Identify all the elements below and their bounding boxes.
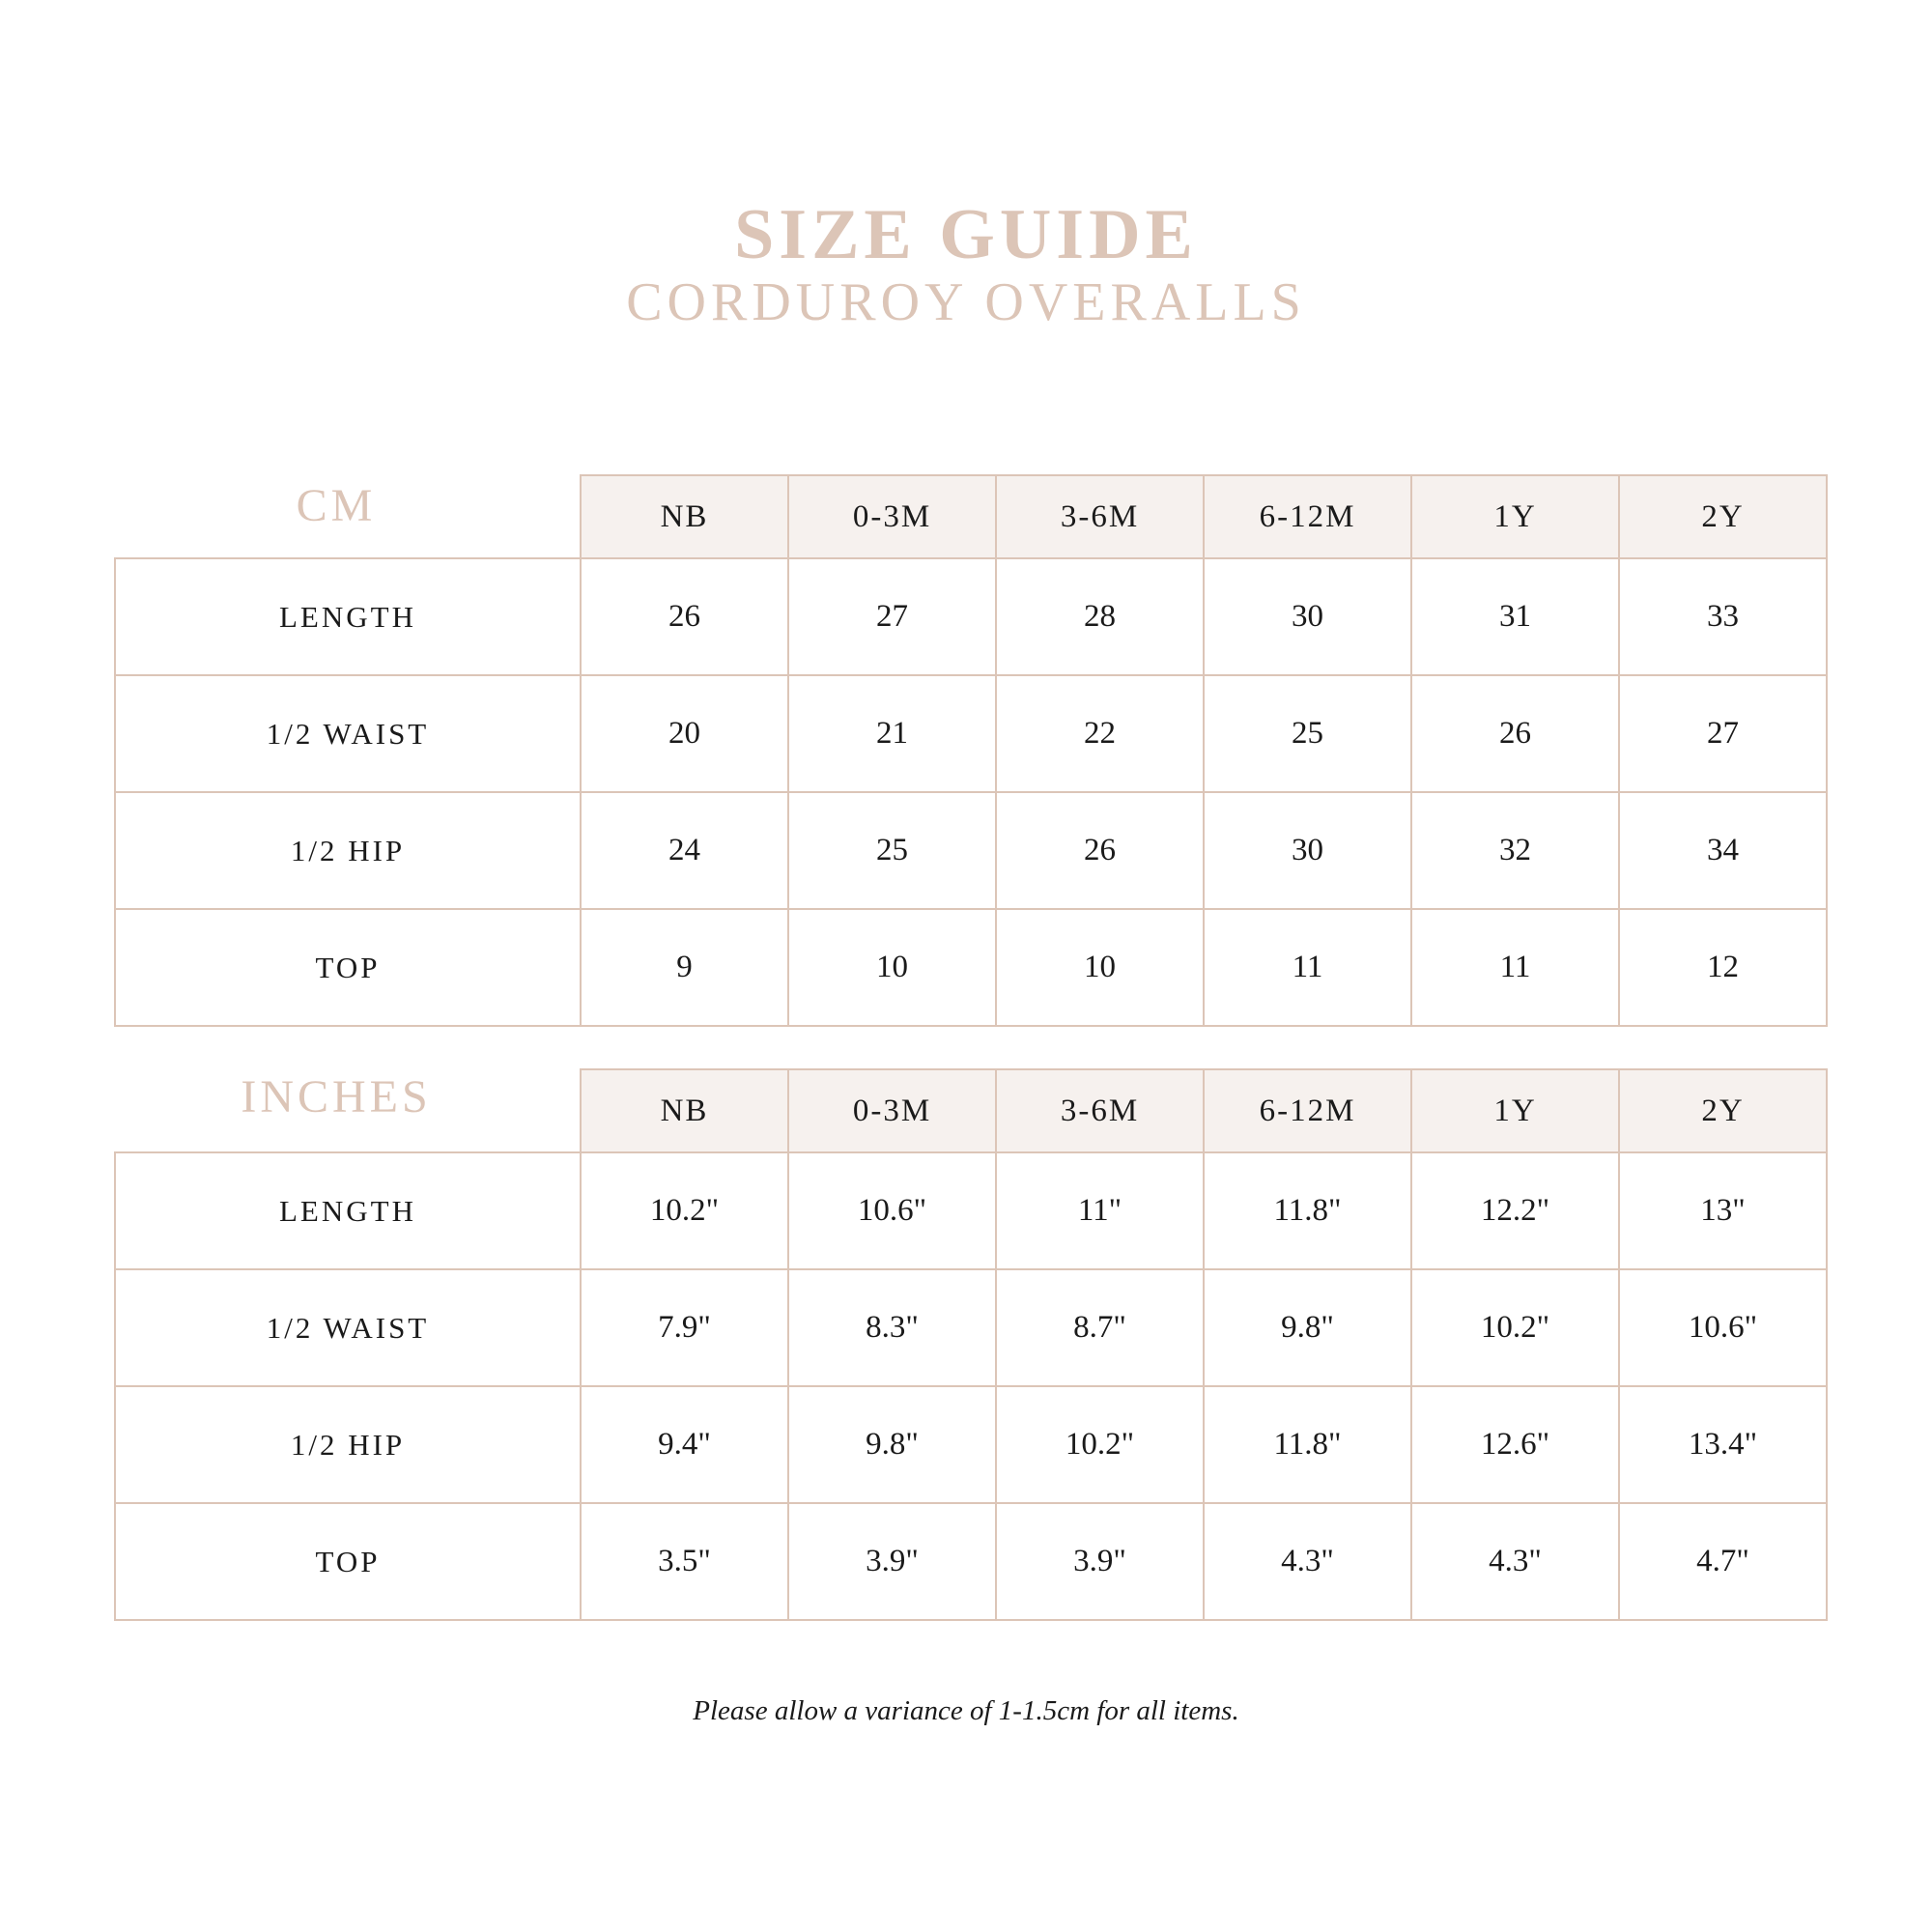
inches-measurement-cell: 8.3" xyxy=(787,1268,997,1387)
inches-measurement-cell: 12.2" xyxy=(1410,1151,1620,1270)
cm-header-size: 6-12M xyxy=(1203,474,1412,559)
cm-measurement-cell: 21 xyxy=(787,674,997,793)
inches-measurement-cell: 13.4" xyxy=(1618,1385,1828,1504)
inches-measurement-cell: 10.6" xyxy=(787,1151,997,1270)
cm-measurement-cell: 32 xyxy=(1410,791,1620,910)
cm-measurement-cell: 27 xyxy=(1618,674,1828,793)
cm-measurement-cell: 30 xyxy=(1203,557,1412,676)
cm-measurement-cell: 20 xyxy=(580,674,789,793)
cm-measurement-cell: 27 xyxy=(787,557,997,676)
cm-measurement-cell: 26 xyxy=(1410,674,1620,793)
page-title: SIZE GUIDE xyxy=(734,195,1198,274)
cm-header-size: NB xyxy=(580,474,789,559)
inches-measurement-cell: 10.2" xyxy=(580,1151,789,1270)
cm-row-label: LENGTH xyxy=(114,557,582,676)
inches-row-label: 1/2 WAIST xyxy=(114,1268,582,1387)
inches-header-size: NB xyxy=(580,1068,789,1153)
cm-measurement-cell: 10 xyxy=(995,908,1205,1027)
inches-measurement-cell: 11" xyxy=(995,1151,1205,1270)
inches-row-label: LENGTH xyxy=(114,1151,582,1270)
inches-header-size: 2Y xyxy=(1618,1068,1828,1153)
inches-measurement-cell: 10.2" xyxy=(995,1385,1205,1504)
cm-measurement-cell: 26 xyxy=(995,791,1205,910)
cm-measurement-cell: 25 xyxy=(1203,674,1412,793)
cm-section-label: CM xyxy=(296,480,377,531)
cm-measurement-cell: 12 xyxy=(1618,908,1828,1027)
inches-measurement-cell: 11.8" xyxy=(1203,1151,1412,1270)
variance-note: Please allow a variance of 1-1.5cm for all items. xyxy=(693,1695,1239,1726)
inches-measurement-cell: 9.8" xyxy=(787,1385,997,1504)
cm-measurement-cell: 22 xyxy=(995,674,1205,793)
cm-measurement-cell: 28 xyxy=(995,557,1205,676)
inches-measurement-cell: 10.6" xyxy=(1618,1268,1828,1387)
inches-row-label: TOP xyxy=(114,1502,582,1621)
cm-measurement-cell: 34 xyxy=(1618,791,1828,910)
cm-row-label: TOP xyxy=(114,908,582,1027)
cm-measurement-cell: 25 xyxy=(787,791,997,910)
inches-measurement-cell: 11.8" xyxy=(1203,1385,1412,1504)
cm-measurement-cell: 11 xyxy=(1203,908,1412,1027)
inches-measurement-cell: 10.2" xyxy=(1410,1268,1620,1387)
inches-row-label: 1/2 HIP xyxy=(114,1385,582,1504)
inches-section-label: INCHES xyxy=(241,1071,432,1122)
cm-measurement-cell: 31 xyxy=(1410,557,1620,676)
inches-measurement-cell: 12.6" xyxy=(1410,1385,1620,1504)
cm-header-size: 0-3M xyxy=(787,474,997,559)
inches-measurement-cell: 3.9" xyxy=(787,1502,997,1621)
inches-measurement-cell: 13" xyxy=(1618,1151,1828,1270)
inches-header-size: 0-3M xyxy=(787,1068,997,1153)
page-subtitle: CORDUROY OVERALLS xyxy=(626,272,1306,332)
inches-measurement-cell: 4.3" xyxy=(1410,1502,1620,1621)
cm-measurement-cell: 11 xyxy=(1410,908,1620,1027)
cm-measurement-cell: 33 xyxy=(1618,557,1828,676)
inches-measurement-cell: 7.9" xyxy=(580,1268,789,1387)
cm-measurement-cell: 26 xyxy=(580,557,789,676)
inches-header-size: 6-12M xyxy=(1203,1068,1412,1153)
cm-header-size: 2Y xyxy=(1618,474,1828,559)
cm-measurement-cell: 10 xyxy=(787,908,997,1027)
inches-measurement-cell: 4.3" xyxy=(1203,1502,1412,1621)
inches-measurement-cell: 3.9" xyxy=(995,1502,1205,1621)
cm-header-size: 1Y xyxy=(1410,474,1620,559)
cm-measurement-cell: 9 xyxy=(580,908,789,1027)
inches-measurement-cell: 4.7" xyxy=(1618,1502,1828,1621)
cm-row-label: 1/2 WAIST xyxy=(114,674,582,793)
inches-measurement-cell: 9.4" xyxy=(580,1385,789,1504)
inches-measurement-cell: 9.8" xyxy=(1203,1268,1412,1387)
cm-measurement-cell: 24 xyxy=(580,791,789,910)
inches-measurement-cell: 3.5" xyxy=(580,1502,789,1621)
inches-header-size: 3-6M xyxy=(995,1068,1205,1153)
inches-measurement-cell: 8.7" xyxy=(995,1268,1205,1387)
cm-row-label: 1/2 HIP xyxy=(114,791,582,910)
inches-header-size: 1Y xyxy=(1410,1068,1620,1153)
cm-measurement-cell: 30 xyxy=(1203,791,1412,910)
cm-header-size: 3-6M xyxy=(995,474,1205,559)
